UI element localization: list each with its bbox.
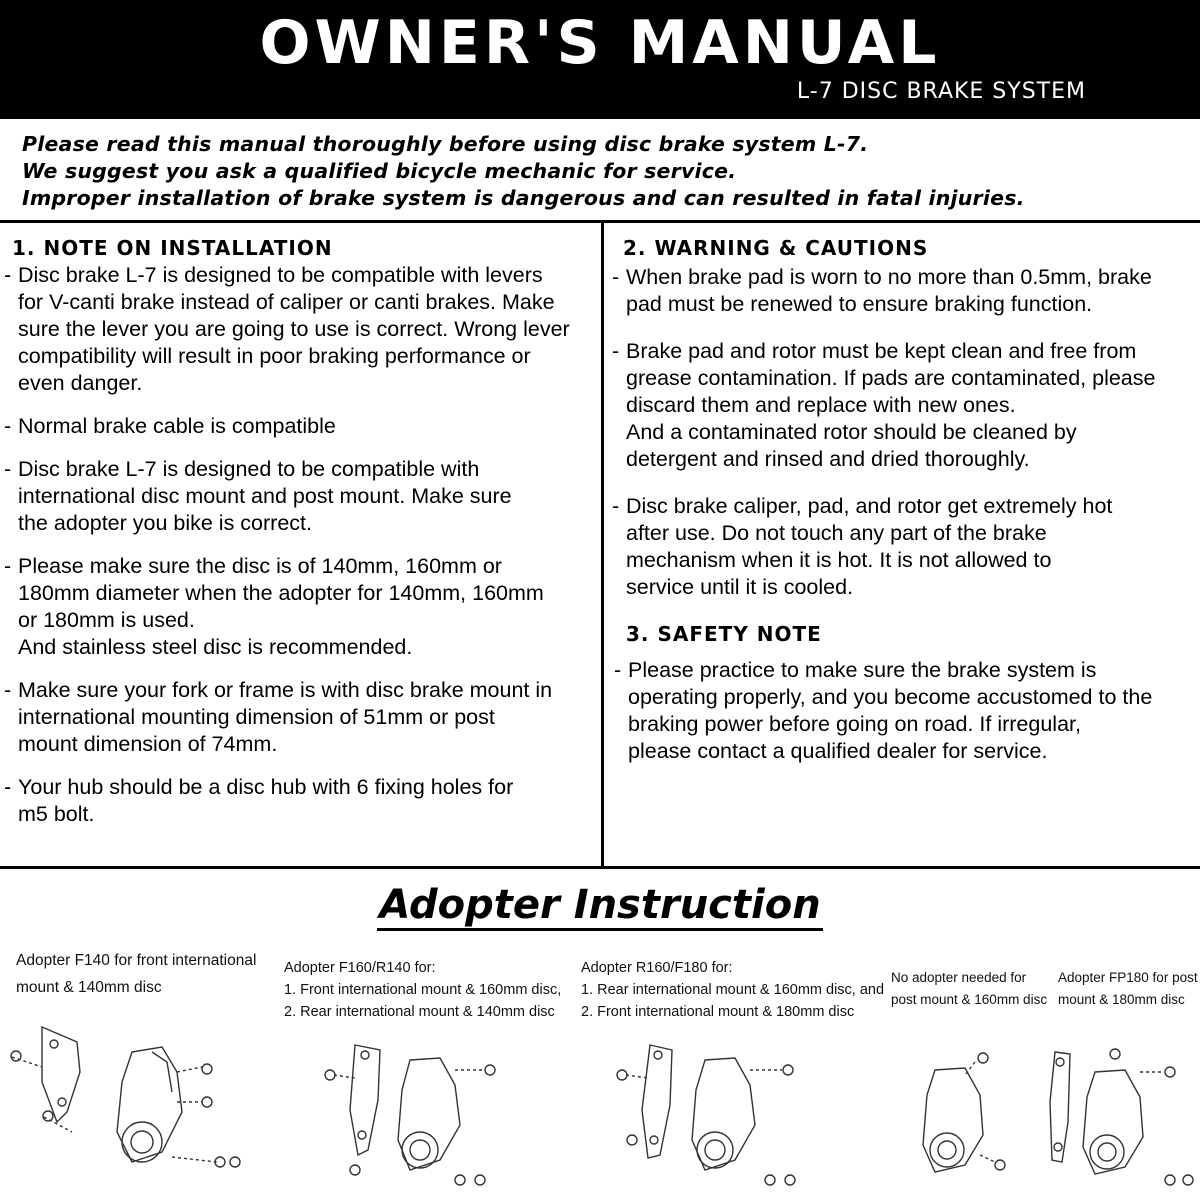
caption-line: 2. Rear international mount & 140mm disc [284,1004,555,1020]
adopter-instruction-title [0,882,1200,928]
caliper-adopter-fp180-illustration [1040,1042,1198,1192]
safety-list [614,657,1198,765]
caption-no-adopter [891,967,1047,1011]
list-item: - Make sure your fork or frame is with disc brake mount in international mounting dimension of 51mm or post mount dimension of 74mm. [4,677,600,758]
caption-line: Adopter FP180 for post [1058,970,1198,985]
caliper-adopter-r160-illustration [610,1040,800,1190]
page-title: OWNER'S MANUAL [259,8,941,78]
header-banner [0,0,1200,119]
list-item: - Disc brake caliper, pad, and rotor get extremely hot after use. Do not touch any part of the brake mechanism when it is hot. It is not allowed to service until it is cooled. [612,493,1198,601]
caption-line: 1. Rear international mount & 160mm disc, and [581,982,885,998]
caption-line: mount & 180mm disc [1058,992,1185,1007]
list-item: - Normal brake cable is compatible [4,413,600,440]
caption-r160-f180 [581,957,884,1023]
caption-line: post mount & 160mm disc [891,992,1048,1007]
caption-f140 [16,947,256,1001]
column-divider [601,222,604,868]
intro-line: Please read this manual thoroughly before using disc brake system L-7. [22,132,869,156]
list-item: - When brake pad is worn to no more than 0.5mm, brake pad must be renewed to ensure braking function. [612,264,1198,318]
section-title-installation: 1. NOTE ON INSTALLATION [12,236,333,260]
caption-line: No adopter needed for [891,970,1027,985]
caliper-adopter-f140-illustration [2,1022,252,1194]
caption-line: 2. Front international mount & 180mm disc [581,1004,855,1020]
list-item: - Please practice to make sure the brake system is operating properly, and you become accustomed to the braking power before going on road. If irregular, please contact a qualified dealer for service. [614,657,1198,765]
installation-list [4,262,600,828]
warnings-list [612,264,1198,601]
intro-notice [22,131,1025,212]
list-item: - Your hub should be a disc hub with 6 fixing holes for m5 bolt. [4,774,600,828]
section-title-safety: 3. SAFETY NOTE [626,622,822,646]
list-item: - Please make sure the disc is of 140mm, 160mm or 180mm diameter when the adopter for 140mm, 160mm or 180mm is used. And stainless steel disc is recommended. [4,553,600,661]
list-item: - Brake pad and rotor must be kept clean and free from grease contamination. If pads are contaminated, please discard them and replace with new ones. And a contaminated rotor should be cleaned by detergent and rinsed and dried thoroughly. [612,338,1198,473]
page-subtitle: L-7 DISC BRAKE SYSTEM [796,79,1086,104]
adopter-instruction-heading: Adopter Instruction [377,882,822,931]
caliper-adopter-f160-illustration [320,1040,500,1190]
intro-line: Improper installation of brake system is dangerous and can resulted in fatal injuries. [22,186,1025,210]
caption-line: Adopter F160/R140 for: [284,960,436,976]
caption-line: 1. Front international mount & 160mm disc, [284,982,562,998]
divider [0,866,1200,869]
caliper-post-mount-illustration [905,1040,1015,1180]
list-item: - Disc brake L-7 is designed to be compatible with international disc mount and post mount. Make sure the adopter you bike is correct. [4,456,600,537]
caption-f160-r140 [284,957,561,1023]
caption-line: mount & 140mm disc [16,979,162,996]
list-item: - Disc brake L-7 is designed to be compatible with levers for V-canti brake instead of caliper or canti brakes. Make sure the lever you are going to use is correct. Wrong lever compatibility will result in poor braking performance or even danger. [4,262,600,397]
intro-line: We suggest you ask a qualified bicycle mechanic for service. [22,159,737,183]
section-title-warnings: 2. WARNING & CAUTIONS [623,236,929,260]
divider [0,220,1200,223]
caption-line: Adopter F140 for front international [16,952,257,969]
caption-line: Adopter R160/F180 for: [581,960,733,976]
caption-fp180 [1058,967,1198,1011]
